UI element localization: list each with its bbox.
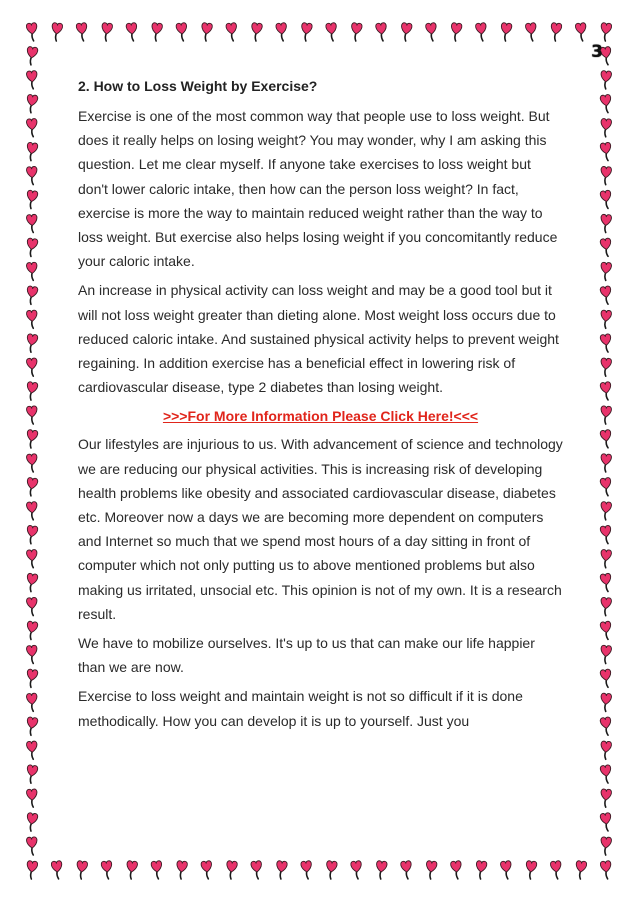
border-heart-icon [600, 812, 613, 831]
border-heart-icon [25, 717, 38, 736]
border-heart-icon [25, 765, 38, 784]
border-heart-icon [25, 525, 38, 544]
paragraph-physical-activity: An increase in physical activity can loss weight and may be a good tool but it will not loss weight greater than dieting alone. Most weight loss occurs due to reduced caloric intake. And sustained physical activity helps to prevent weight regaining. In addition exercise has a beneficial effect in lowering risk of cardiovascular disease, type 2 diabetes than losing weight. [78, 282, 559, 396]
border-heart-icon [450, 22, 462, 41]
border-heart-icon [425, 860, 437, 879]
border-heart-icon [600, 334, 613, 353]
border-heart-icon [600, 406, 612, 425]
border-heart-icon [26, 789, 38, 808]
border-heart-icon [26, 310, 38, 329]
border-heart-icon [600, 214, 612, 233]
border-heart-icon [600, 262, 612, 281]
border-heart-icon [275, 860, 287, 879]
border-heart-icon [351, 860, 363, 879]
border-heart-icon [600, 118, 612, 137]
border-heart-icon [600, 837, 612, 856]
border-heart-icon [475, 860, 487, 879]
border-heart-icon [26, 860, 38, 879]
border-heart-icon [575, 22, 587, 41]
border-heart-icon [26, 597, 38, 616]
page-number: 3 [591, 42, 604, 62]
border-heart-icon [25, 429, 38, 448]
border-heart-icon [600, 645, 612, 664]
border-heart-icon [600, 381, 613, 400]
border-heart-icon [26, 22, 38, 41]
border-heart-icon [600, 429, 613, 448]
border-heart-icon [600, 860, 612, 879]
border-heart-icon [550, 860, 562, 879]
border-heart-icon [600, 789, 612, 808]
border-heart-icon [600, 621, 613, 640]
border-heart-icon [26, 214, 38, 233]
border-heart-icon [26, 454, 38, 473]
paragraph-methodical-exercise: Exercise to loss weight and maintain weight is not so difficult if it is done methodically. How you can develop it is up to yourself. Just you [78, 688, 523, 729]
paragraph-lifestyles: Our lifestyles are injurious to us. With advancement of science and technology we are reducing our physical activities. This is increasing risk of developing health problems like obesity and associated cardiovascular disease, diabetes etc. Moreover now a days we are becoming more dependent on computers and Internet so much that we spend most hours of a day sitting in front of computer which not only putting us to above mentioned problems but also making us irritated, unsocial etc. This opinion is not of my own. It is a research result. [78, 436, 563, 622]
border-heart-icon [76, 22, 88, 41]
border-heart-icon [26, 166, 38, 185]
border-heart-icon [76, 860, 88, 879]
border-heart-icon [300, 22, 312, 41]
more-information-link[interactable]: >>>For More Information Please Click Here!<<< [162, 408, 479, 425]
border-heart-icon [25, 573, 38, 592]
border-heart-icon [25, 477, 38, 496]
border-heart-icon [25, 381, 38, 400]
border-heart-icon [25, 669, 38, 688]
border-heart-icon [25, 621, 38, 640]
border-heart-icon [500, 22, 512, 41]
border-heart-icon [250, 22, 262, 41]
border-heart-icon [26, 645, 38, 664]
border-heart-icon [26, 358, 38, 377]
border-heart-icon [600, 22, 612, 41]
border-heart-icon [25, 238, 38, 257]
border-heart-icon [326, 22, 338, 41]
border-heart-icon [25, 286, 38, 305]
border-heart-icon [600, 502, 612, 521]
border-heart-icon [400, 860, 412, 879]
border-heart-icon [600, 525, 613, 544]
border-heart-icon [600, 142, 613, 161]
border-heart-icon [26, 262, 38, 281]
border-heart-icon [276, 22, 288, 41]
paragraph-exercise-intro: Exercise is one of the most common way that people use to loss weight. But does it really helps on losing weight? You may wonder, why I am asking this question. Let me clear myself. If anyone take exercises to loss weight but don't lower caloric intake, then how can the person loss weight? In fact, exercise is more the way to maintain reduced weight rather than the way to loss weight. But exercise also helps losing weight if you concomitantly reduce your caloric intake. [78, 108, 558, 270]
border-heart-icon [600, 238, 613, 257]
border-heart-icon [150, 22, 162, 41]
border-heart-icon [200, 22, 212, 41]
border-heart-icon [600, 166, 612, 185]
border-heart-icon [600, 549, 612, 568]
cta-line [78, 404, 563, 428]
border-heart-icon [175, 860, 187, 879]
border-heart-icon [101, 22, 113, 41]
border-heart-icon [600, 717, 613, 736]
border-heart-icon [26, 118, 38, 137]
border-heart-icon [525, 860, 537, 879]
border-heart-icon [151, 860, 163, 879]
border-heart-icon [201, 860, 213, 879]
article-body [78, 74, 563, 738]
border-heart-icon [550, 22, 562, 41]
border-heart-icon [26, 71, 38, 90]
border-heart-icon [600, 765, 613, 784]
border-heart-icon [600, 741, 612, 760]
border-heart-icon [325, 860, 337, 879]
border-heart-icon [450, 860, 462, 879]
border-heart-icon [26, 693, 38, 712]
border-heart-icon [25, 94, 38, 113]
border-heart-icon [125, 860, 137, 879]
article-heading: 2. How to Loss Weight by Exercise? [78, 78, 318, 94]
border-heart-icon [600, 310, 612, 329]
border-heart-icon [26, 406, 38, 425]
border-heart-icon [600, 477, 613, 496]
border-heart-icon [500, 860, 512, 879]
border-heart-icon [176, 22, 188, 41]
border-heart-icon [575, 860, 587, 879]
border-heart-icon [26, 741, 38, 760]
border-heart-icon [600, 669, 613, 688]
border-heart-icon [251, 860, 263, 879]
border-heart-icon [600, 693, 612, 712]
border-heart-icon [600, 286, 613, 305]
border-heart-icon [25, 334, 38, 353]
border-heart-icon [525, 22, 537, 41]
border-heart-icon [600, 597, 612, 616]
border-heart-icon [301, 860, 313, 879]
border-heart-icon [51, 22, 63, 41]
paragraph-mobilize: We have to mobilize ourselves. It's up to us that can make our life happier than we are now. [78, 635, 535, 676]
border-heart-icon [600, 358, 612, 377]
border-heart-icon [425, 22, 437, 41]
border-heart-icon [51, 860, 63, 879]
border-heart-icon [25, 812, 38, 831]
border-heart-icon [475, 22, 487, 41]
border-heart-icon [375, 22, 387, 41]
border-heart-icon [26, 502, 38, 521]
border-heart-icon [226, 22, 238, 41]
border-heart-icon [600, 573, 613, 592]
border-heart-icon [26, 837, 38, 856]
border-heart-icon [126, 22, 138, 41]
border-heart-icon [600, 454, 612, 473]
border-heart-icon [375, 860, 387, 879]
border-heart-icon [25, 142, 38, 161]
border-heart-icon [25, 190, 38, 209]
border-heart-icon [400, 22, 412, 41]
border-heart-icon [101, 860, 113, 879]
border-heart-icon [225, 860, 237, 879]
border-heart-icon [600, 190, 613, 209]
border-heart-icon [600, 94, 613, 113]
border-heart-icon [25, 46, 38, 65]
border-heart-icon [350, 22, 362, 41]
border-heart-icon [600, 71, 612, 90]
border-heart-icon [26, 549, 38, 568]
